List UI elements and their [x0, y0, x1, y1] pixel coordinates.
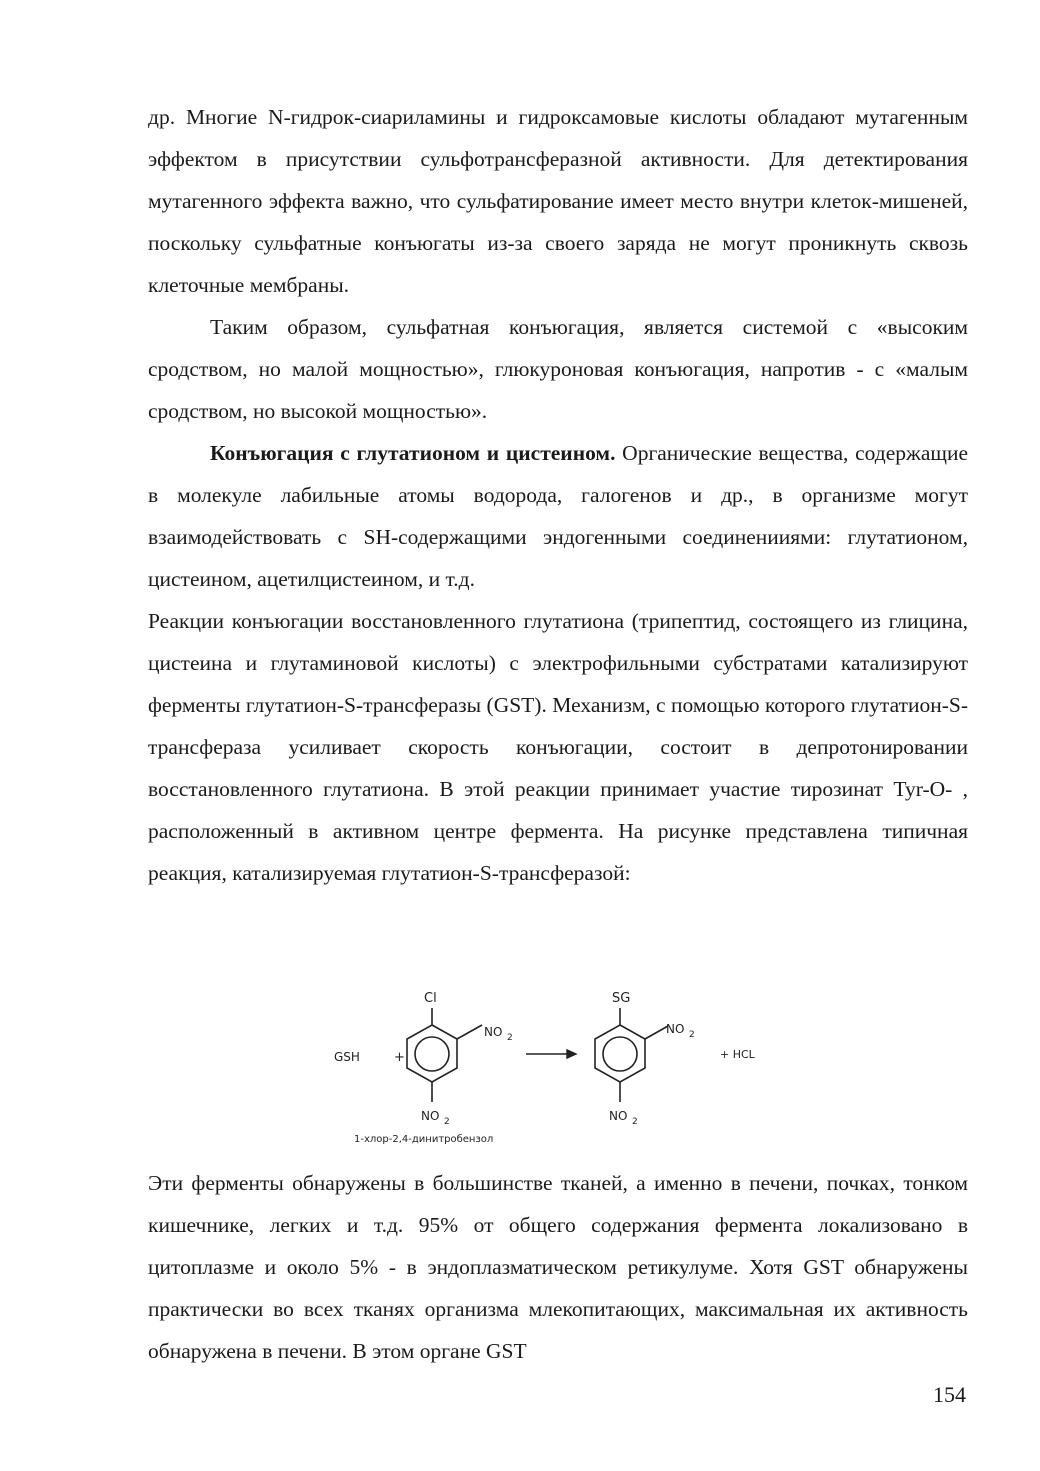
chlorine-label: Cl [424, 991, 437, 1006]
nitro-group-left-bottom: NO [421, 1109, 440, 1123]
nitro-subscript: 2 [632, 1117, 638, 1127]
reaction-scheme-figure [320, 978, 780, 1158]
reaction-scheme-svg [320, 978, 780, 1158]
paragraph-glutathione-conjugation: Конъюгация с глутатионом и цистеином. Органические вещества, содержащие в молекуле лабильные атомы водорода, галогенов и др., в организме могут взаимодействовать с SH-содержащими эндогенными соединенииями: глутатионом, цистеином, ацетилцистеином, и т.д. [148, 441, 968, 591]
nitro-subscript: 2 [444, 1117, 450, 1127]
benzene-ring-right [595, 1008, 668, 1102]
substrate-name-label: 1-хлор-2,4-динитробензол [354, 1134, 494, 1145]
nitro-group-right-bottom: NO [609, 1109, 628, 1123]
paragraph-sulfate-conjugation-summary: Таким образом, сульфатная конъюгация, является системой с «высоким сродством, но малой мощностью», глюкуроновая конъюгация, напротив - с «малым сродством, но высокой мощностью». [148, 315, 968, 423]
nitro-subscript: 2 [689, 1030, 695, 1040]
section-heading-inline: Конъюгация с глутатионом и цистеином. [210, 441, 616, 465]
nitro-group-right-side: NO [666, 1022, 685, 1036]
plus-sign: + [394, 1050, 405, 1065]
benzene-ring-left [407, 1008, 482, 1102]
nitro-group-left-side: NO [484, 1025, 503, 1039]
paragraph-sulfation-mutagenicity: др. Многие N-гидрок-сиариламины и гидроксамовые кислоты обладают мутагенным эффектом в присутствии сульфотрансферазной активности. Для детектирования мутагенного эффекта важно, что сульфатирование имеет место внутри клеток-мишеней, поскольку сульфатные конъюгаты из-за своего заряда не могут проникнуть сквозь клеточные мембраны. [148, 105, 968, 297]
glutathione-sg-label: SG [612, 991, 631, 1006]
page-number: 154 [933, 1382, 966, 1407]
paragraph-gst-mechanism: Реакции конъюгации восстановленного глутатиона (трипептид, состоящего из глицина, цистеина и глутаминовой кислоты) с электрофильными субстратами катализируют ферменты глутатион-S-трансферазы (GST). Механизм, с помощью которого глутатион-S-трансфераза усиливает скорость конъюгации, состоит в депротонировании восстановленного глутатиона. В этой реакции принимает участие тирозинат Tyr-O- , расположенный в активном центре фермента. На рисунке представлена типичная реакция, катализируемая глутатион-S-трансферазой: [148, 609, 968, 885]
nitro-subscript: 2 [507, 1033, 513, 1043]
byproduct-hcl-label: + HCL [720, 1048, 755, 1061]
reaction-arrow-icon [526, 1050, 576, 1058]
paragraph-gst-distribution: Эти ферменты обнаружены в большинстве тканей, а именно в печени, почках, тонком кишечнике, легких и т.д. 95% от общего содержания фермента локализовано в цитоплазме и около 5% - в эндоплазматическом ретикулуме. Хотя GST обнаружены практически во всех тканях организма млекопитающих, максимальная их активность обнаружена в печени. В этом органе GST [148, 1171, 968, 1363]
reagent-gsh-label: GSH [334, 1050, 360, 1064]
